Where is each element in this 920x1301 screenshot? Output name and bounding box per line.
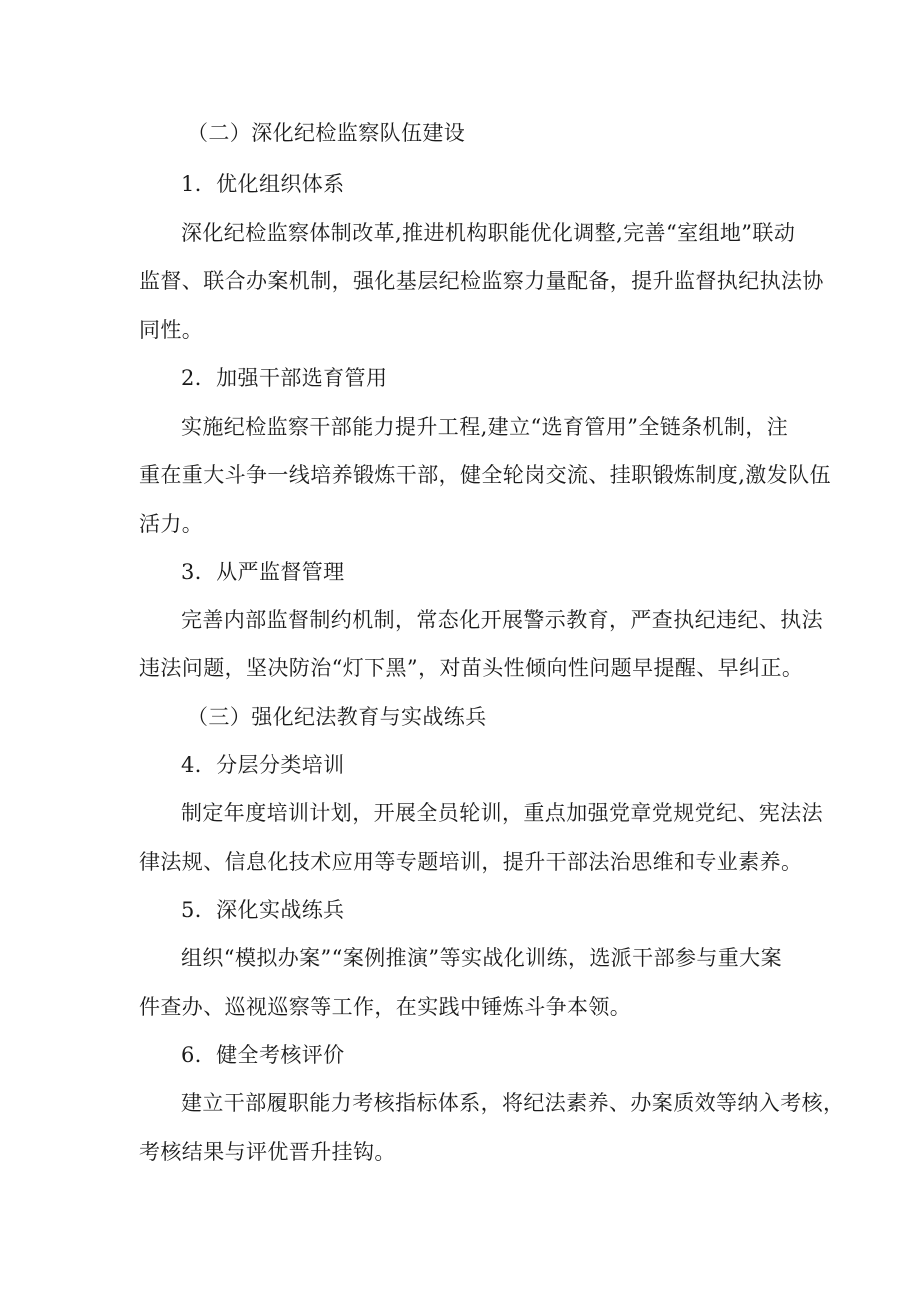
item-title: 5．深化实战练兵 (181, 898, 345, 922)
paragraph-line: 违法问题，坚决防治“灯下黑”，对苗头性倾向性问题早提醒、早纠正。 (139, 656, 804, 680)
paragraph-line: 深化纪检监察体制改革,推进机构职能优化调整,完善“室组地”联动 (181, 221, 796, 245)
paragraph-line: 完善内部监督制约机制，常态化开展警示教育，严查执纪违纪、执法 (181, 608, 823, 632)
paragraph-line: 组织“模拟办案”“案例推演”等实战化训练，选派干部参与重大案 (181, 946, 782, 970)
paragraph-line: 活力。 (139, 512, 204, 536)
section-heading: （三）强化纪法教育与实战练兵 (187, 705, 487, 729)
paragraph-line: 律法规、信息化技术应用等专题培训，提升干部法治思维和专业素养。 (139, 850, 803, 874)
item-title: 1．优化组织体系 (181, 172, 345, 196)
paragraph-line: 同性。 (139, 318, 204, 342)
section-heading: （二）深化纪检监察队伍建设 (187, 121, 466, 145)
item-title: 3．从严监督管理 (181, 560, 345, 584)
paragraph-line: 考核结果与评优晋升挂钩。 (139, 1140, 396, 1164)
paragraph-line: 建立干部履职能力考核指标体系，将纪法素养、办案质效等纳入考核， (181, 1091, 845, 1115)
item-title: 2．加强干部选育管用 (181, 366, 388, 390)
paragraph-line: 件查办、巡视巡察等工作，在实践中锤炼斗争本领。 (139, 995, 632, 1019)
paragraph-line: 制定年度培训计划，开展全员轮训，重点加强党章党规党纪、宪法法 (181, 801, 823, 825)
paragraph-line: 实施纪检监察干部能力提升工程,建立“选育管用”全链条机制，注 (181, 415, 789, 439)
paragraph-line: 重在重大斗争一线培养锻炼干部，健全轮岗交流、挂职锻炼制度,激发队伍 (139, 463, 831, 487)
item-title: 6．健全考核评价 (181, 1043, 345, 1067)
paragraph-line: 监督、联合办案机制，强化基层纪检监察力量配备，提升监督执纪执法协 (139, 269, 824, 293)
item-title: 4．分层分类培训 (181, 753, 345, 777)
